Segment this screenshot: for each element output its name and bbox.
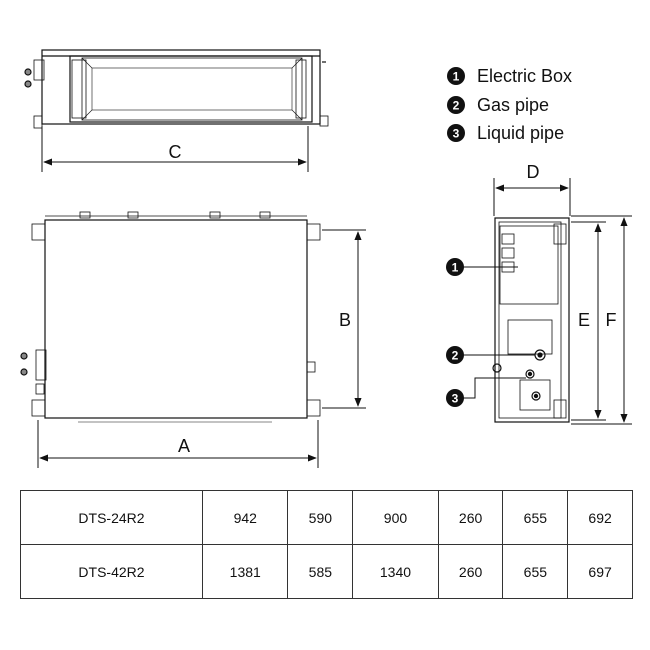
value-cell: 697	[568, 545, 633, 599]
model-cell: DTS-24R2	[21, 491, 203, 545]
table-row	[21, 491, 633, 545]
svg-text:3: 3	[452, 126, 460, 141]
svg-text:3: 3	[451, 391, 459, 406]
value-cell: 900	[353, 491, 438, 545]
svg-text:1: 1	[451, 260, 459, 275]
value-cell: 655	[503, 545, 568, 599]
svg-text:1: 1	[452, 69, 460, 84]
value-cell: 655	[503, 491, 568, 545]
value-cell: 1340	[353, 545, 438, 599]
value-cell: 942	[203, 491, 288, 545]
value-cell: 692	[568, 491, 633, 545]
svg-text:2: 2	[452, 98, 460, 113]
dimension-f-label: F	[605, 310, 617, 330]
dimension-a-label: A	[177, 436, 191, 456]
value-cell: 585	[288, 545, 353, 599]
svg-text:Liquid pipe: Liquid pipe	[477, 123, 565, 143]
side-view	[493, 218, 569, 422]
plan-view	[21, 212, 320, 422]
dimension-b-label: B	[338, 310, 352, 330]
front-view	[25, 50, 328, 128]
value-cell: 260	[438, 545, 503, 599]
svg-text:Electric Box: Electric Box	[477, 66, 573, 86]
dimension-c-label: C	[168, 142, 182, 162]
table-row	[21, 545, 633, 599]
dimension-table	[20, 490, 633, 599]
value-cell: 1381	[203, 545, 288, 599]
legend	[447, 66, 572, 143]
dimension-d	[494, 178, 570, 216]
legend-item-liquid-pipe	[447, 123, 564, 143]
legend-item-electric-box	[447, 66, 572, 86]
svg-text:2: 2	[451, 348, 459, 363]
svg-text:Gas pipe: Gas pipe	[477, 95, 550, 115]
legend-item-gas-pipe	[447, 95, 549, 115]
model-cell: DTS-42R2	[21, 545, 203, 599]
value-cell: 260	[438, 491, 503, 545]
dimension-d-label: D	[526, 162, 540, 182]
value-cell: 590	[288, 491, 353, 545]
dimension-e-label: E	[577, 310, 591, 330]
